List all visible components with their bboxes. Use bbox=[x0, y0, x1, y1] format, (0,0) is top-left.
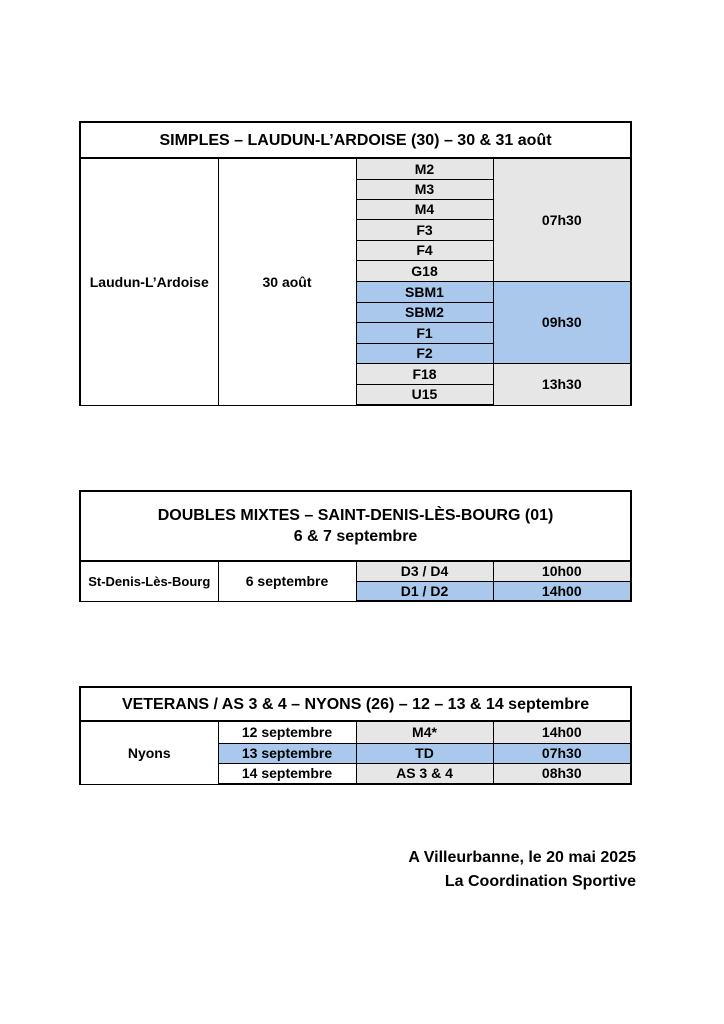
simples-table bbox=[79, 121, 632, 406]
heure-cell: 08h30 bbox=[493, 763, 631, 784]
simples-title: SIMPLES – LAUDUN-L’ARDOISE (30) – 30 & 31 août bbox=[80, 122, 631, 158]
category-cell: TD bbox=[356, 743, 493, 763]
category-cell: F18 bbox=[356, 363, 493, 384]
doubles-title-line1: DOUBLES MIXTES – SAINT-DENIS-LÈS-BOURG (01) bbox=[157, 507, 554, 524]
category-cell: F4 bbox=[356, 240, 493, 260]
veterans-table bbox=[79, 686, 632, 785]
doubles-table bbox=[79, 490, 632, 602]
category-cell: M4 bbox=[356, 199, 493, 219]
signature-block bbox=[408, 846, 636, 894]
veterans-lieu: Nyons bbox=[80, 721, 218, 784]
category-cell: AS 3 & 4 bbox=[356, 763, 493, 784]
category-cell: M3 bbox=[356, 179, 493, 199]
heure-cell: 09h30 bbox=[493, 281, 631, 363]
category-cell: SBM2 bbox=[356, 302, 493, 322]
category-cell: D3 / D4 bbox=[356, 561, 493, 581]
signature-place-date: A Villeurbanne, le 20 mai 2025 bbox=[408, 849, 636, 866]
date-cell: 12 septembre bbox=[218, 721, 356, 743]
signature-organization: La Coordination Sportive bbox=[444, 873, 636, 890]
doubles-title-line2: 6 & 7 septembre bbox=[293, 528, 418, 545]
category-cell: F3 bbox=[356, 219, 493, 240]
heure-cell: 07h30 bbox=[493, 158, 631, 281]
heure-cell: 10h00 bbox=[493, 561, 631, 581]
heure-cell: 14h00 bbox=[493, 581, 631, 601]
veterans-title: VETERANS / AS 3 & 4 – NYONS (26) – 12 – 13 & 14 septembre bbox=[80, 687, 631, 721]
heure-cell: 14h00 bbox=[493, 721, 631, 743]
category-cell: SBM1 bbox=[356, 281, 493, 302]
category-cell: D1 / D2 bbox=[356, 581, 493, 601]
doubles-date: 6 septembre bbox=[218, 561, 356, 601]
simples-date: 30 août bbox=[218, 158, 356, 405]
category-cell: M4* bbox=[356, 721, 493, 743]
heure-cell: 13h30 bbox=[493, 363, 631, 405]
category-cell: U15 bbox=[356, 384, 493, 405]
heure-cell: 07h30 bbox=[493, 743, 631, 763]
simples-lieu: Laudun-L’Ardoise bbox=[80, 158, 218, 405]
doubles-title bbox=[80, 491, 631, 561]
doubles-lieu: St-Denis-Lès-Bourg bbox=[80, 561, 218, 601]
category-cell: F1 bbox=[356, 322, 493, 343]
category-cell: G18 bbox=[356, 260, 493, 281]
date-cell: 13 septembre bbox=[218, 743, 356, 763]
category-cell: F2 bbox=[356, 343, 493, 363]
date-cell: 14 septembre bbox=[218, 763, 356, 784]
category-cell: M2 bbox=[356, 158, 493, 179]
